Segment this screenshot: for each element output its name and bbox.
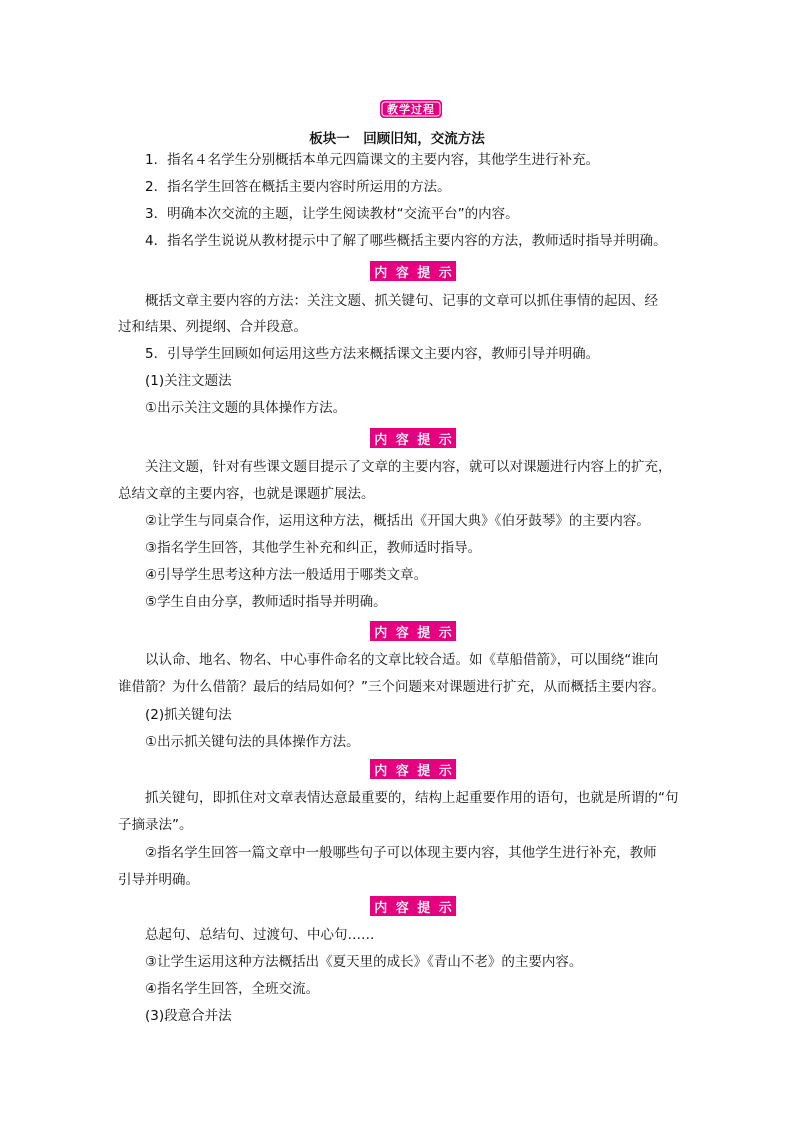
method-1-heading: (1)关注文题法 [145,373,232,389]
step-2: 2．指名学生回答在概括主要内容时所运用的方法。 [145,179,451,195]
method-1-step-3: ③指名学生回答，其他学生补充和纠正，教师适时指导。 [145,540,482,556]
method-1-step-2: ②让学生与同桌合作，运用这种方法，概括出《开国大典》《伯牙鼓琴》的主要内容。 [145,513,650,529]
step-3: 3．明确本次交流的主题，让学生阅读教材“交流平台”的内容。 [145,206,519,222]
tip-3-text-b: 谁借箭？为什么借箭？最后的结局如何？”三个问题来对课题进行扩充，从而概括主要内容。 [118,679,665,695]
teaching-process-badge [380,100,442,118]
tip-char: 容 [395,763,409,779]
content-tip-5 [370,896,456,916]
tip-3-text-a: 以认命、地名、物名、中心事件命名的文章比较合适。如《草船借箭》，可以围绕“谁向 [145,652,659,668]
tip-char: 提 [417,432,431,448]
tip-char: 示 [438,265,452,281]
tip-4-text-a: 抓关键句，即抓住对文章表情达意最重要的，结构上起重要作用的语句，也就是所谓的“句 [145,790,679,806]
method-1-step-1: ①出示关注文题的具体操作方法。 [145,400,347,416]
tip-char: 提 [417,265,431,281]
step-4: 4．指名学生说说从教材提示中了解了哪些概括主要内容的方法，教师适时指导并明确。 [145,233,667,249]
tip-char: 提 [417,763,431,779]
tip-char: 容 [395,432,409,448]
tip-char: 容 [395,900,409,916]
tip-char: 内 [374,900,388,916]
tip-char: 示 [438,900,452,916]
tip-char: 示 [438,625,452,641]
tip-char: 容 [395,265,409,281]
tip-char: 容 [395,625,409,641]
method-2-heading: (2)抓关键句法 [145,707,232,723]
method-3-heading: (3)段意合并法 [145,1008,232,1024]
method-2-step-2-b: 引导并明确。 [118,872,199,888]
method-2-step-1: ①出示抓关键句法的具体操作方法。 [145,734,360,750]
tip-1-text-b: 过和结果、列提纲、合并段意。 [118,319,307,335]
tip-char: 内 [374,763,388,779]
tip-char: 示 [438,432,452,448]
method-1-step-5: ⑤学生自由分享，教师适时指导并明确。 [145,594,387,610]
tip-char: 内 [374,265,388,281]
method-2-step-4: ④指名学生回答，全班交流。 [145,981,320,997]
content-tip-2 [370,428,456,448]
content-tip-3 [370,621,456,641]
badge-label: 教学过程 [387,103,435,116]
tip-5-text: 总起句、总结句、过渡句、中心句…… [145,927,375,943]
tip-char: 内 [374,432,388,448]
tip-char: 示 [438,763,452,779]
content-tip-4 [370,759,456,779]
tip-char: 提 [417,625,431,641]
method-1-step-4: ④引导学生思考这种方法一般适用于哪类文章。 [145,567,428,583]
method-2-step-3: ③让学生运用这种方法概括出《夏天里的成长》《青山不老》的主要内容。 [145,954,583,970]
tip-1-text-a: 概括文章主要内容的方法：关注文题、抓关键句、记事的文章可以抓住事情的起因、经 [145,293,658,309]
method-2-step-2-a: ②指名学生回答一篇文章中一般哪些句子可以体现主要内容，其他学生进行补充，教师 [145,845,657,861]
section-title: 板块一 回顾旧知，交流方法 [309,131,485,147]
tip-2-text-a: 关注文题，针对有些课文题目提示了文章的主要内容，就可以对课题进行内容上的扩充， [145,459,672,475]
tip-char: 内 [374,625,388,641]
step-1: 1．指名４名学生分别概括本单元四篇课文的主要内容，其他学生进行补充。 [145,152,600,168]
tip-4-text-b: 子摘录法”。 [118,817,193,833]
tip-2-text-b: 总结文章的主要内容，也就是课题扩展法。 [118,486,375,502]
tip-char: 提 [417,900,431,916]
content-tip-1 [370,261,456,281]
step-5: 5．引导学生回顾如何运用这些方法来概括课文主要内容，教师引导并明确。 [145,346,600,362]
